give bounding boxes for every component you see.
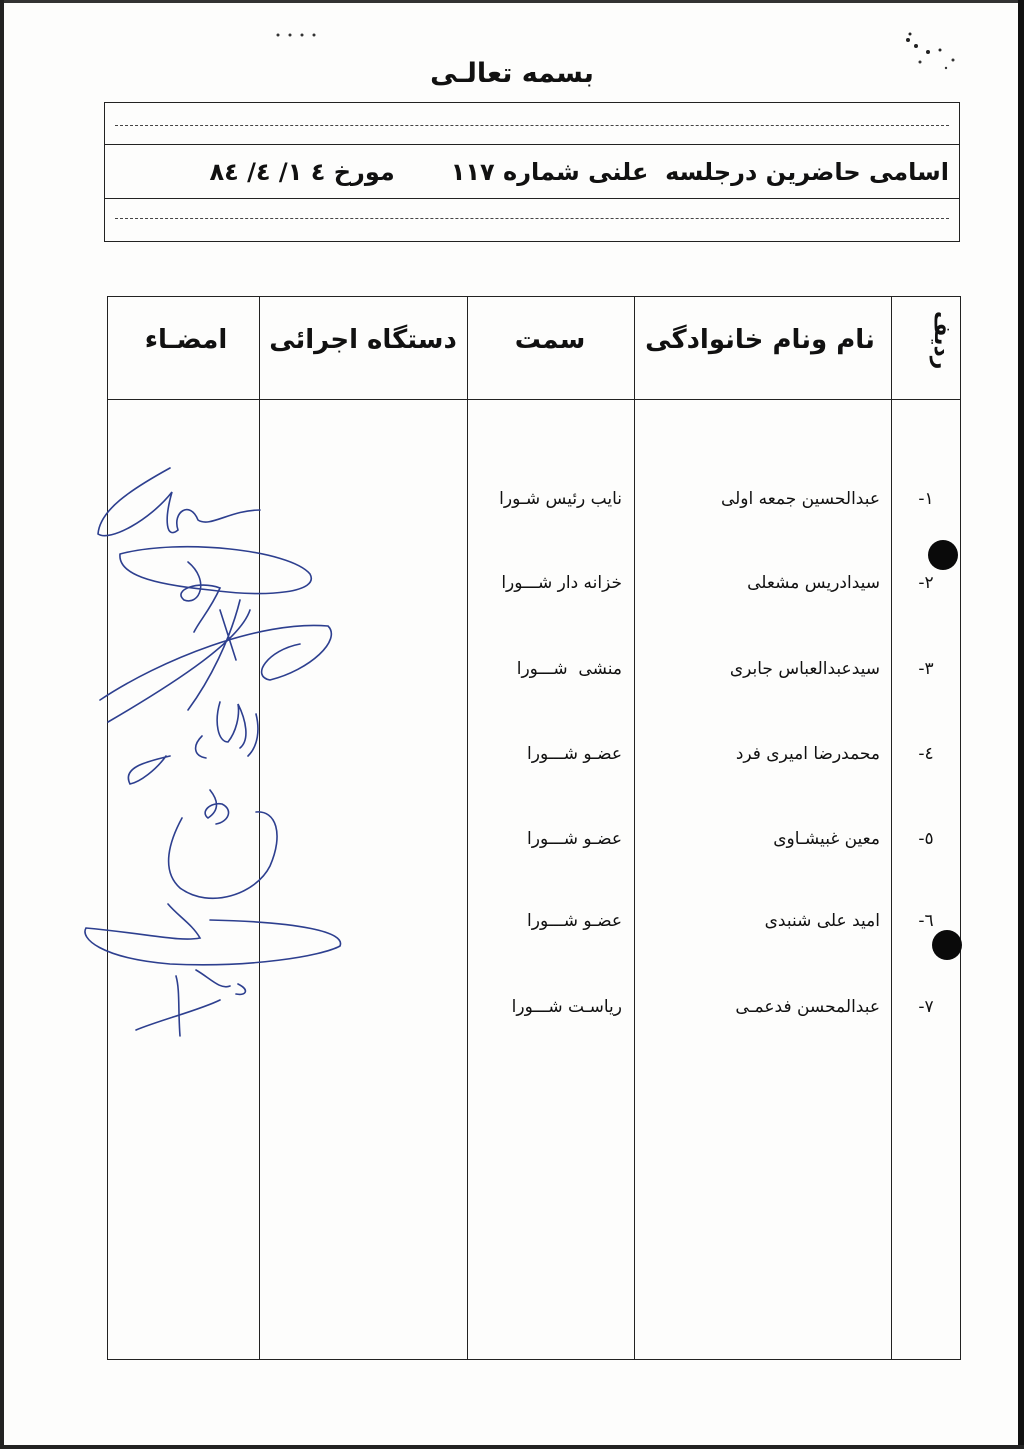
header-subject-line (115, 147, 949, 197)
scan-edge-left (0, 0, 4, 1449)
row-number: ٣- (918, 659, 934, 679)
signature-4 (128, 702, 258, 784)
row-number: ٦- (918, 911, 934, 931)
dashed-line (115, 125, 949, 126)
column-divider (891, 297, 892, 1359)
signature-2 (120, 547, 311, 632)
signature-3 (100, 600, 331, 722)
member-role: منشی شـــورا (516, 659, 622, 679)
member-name: محمدرضا امیری فرد (735, 744, 880, 764)
document-title: بسمه تعالـی (430, 58, 594, 89)
column-header-role: سمت (514, 325, 586, 355)
header-box (104, 102, 960, 242)
column-divider (634, 297, 635, 1359)
member-role: عضـو شـــورا (527, 744, 622, 764)
member-name: سیدادریس مشعلی (747, 573, 880, 593)
header-divider (105, 198, 959, 199)
dashed-line (115, 218, 949, 219)
scan-edge-right (1018, 0, 1024, 1449)
session-subject: اسامی حاضرین درجلسه علنی شماره ۱۱۷ (450, 158, 949, 186)
header-row-divider (108, 399, 960, 400)
column-header-name: نام ونام خانوادگی (645, 325, 875, 355)
column-header-signature: امضـاء (144, 325, 228, 355)
member-name: امید علی شنبدی (764, 911, 880, 931)
scan-edge-top (0, 0, 1024, 3)
row-number: ٤- (918, 744, 934, 764)
member-role: نایب رئیس شـورا (499, 489, 622, 509)
signature-1 (98, 468, 260, 536)
member-name: معین غبیشـاوی (773, 829, 880, 849)
row-number: ١- (918, 489, 934, 509)
member-name: سیدعبدالعباس جابری (729, 659, 880, 679)
row-number: ٥- (918, 829, 934, 849)
member-name: عبدالحسین جمعه اولی (720, 489, 880, 509)
column-header-org: دستگاه اجرائی (269, 325, 457, 355)
signature-5 (169, 790, 277, 898)
member-name: عبدالمحسن فدعمـی (735, 997, 880, 1017)
row-number: ٢- (918, 573, 934, 593)
column-divider (467, 297, 468, 1359)
member-role: ریاسـت شـــورا (511, 997, 622, 1017)
handwritten-signatures (60, 450, 360, 1050)
scan-specks-top (270, 30, 330, 40)
punch-hole (932, 930, 962, 960)
row-number: ٧- (918, 997, 934, 1017)
member-role: عضـو شـــورا (527, 911, 622, 931)
header-divider (105, 144, 959, 145)
session-date: مورخ ٤ ١/ ٤/ ٨٤ (209, 158, 395, 186)
punch-hole (928, 540, 958, 570)
signature-6 (85, 904, 341, 965)
member-role: عضـو شـــورا (527, 829, 622, 849)
signature-7 (136, 970, 245, 1036)
column-header-radif: ردیف (929, 311, 954, 370)
scan-edge-bottom (0, 1445, 1024, 1449)
member-role: خزانه دار شـــورا (501, 573, 622, 593)
